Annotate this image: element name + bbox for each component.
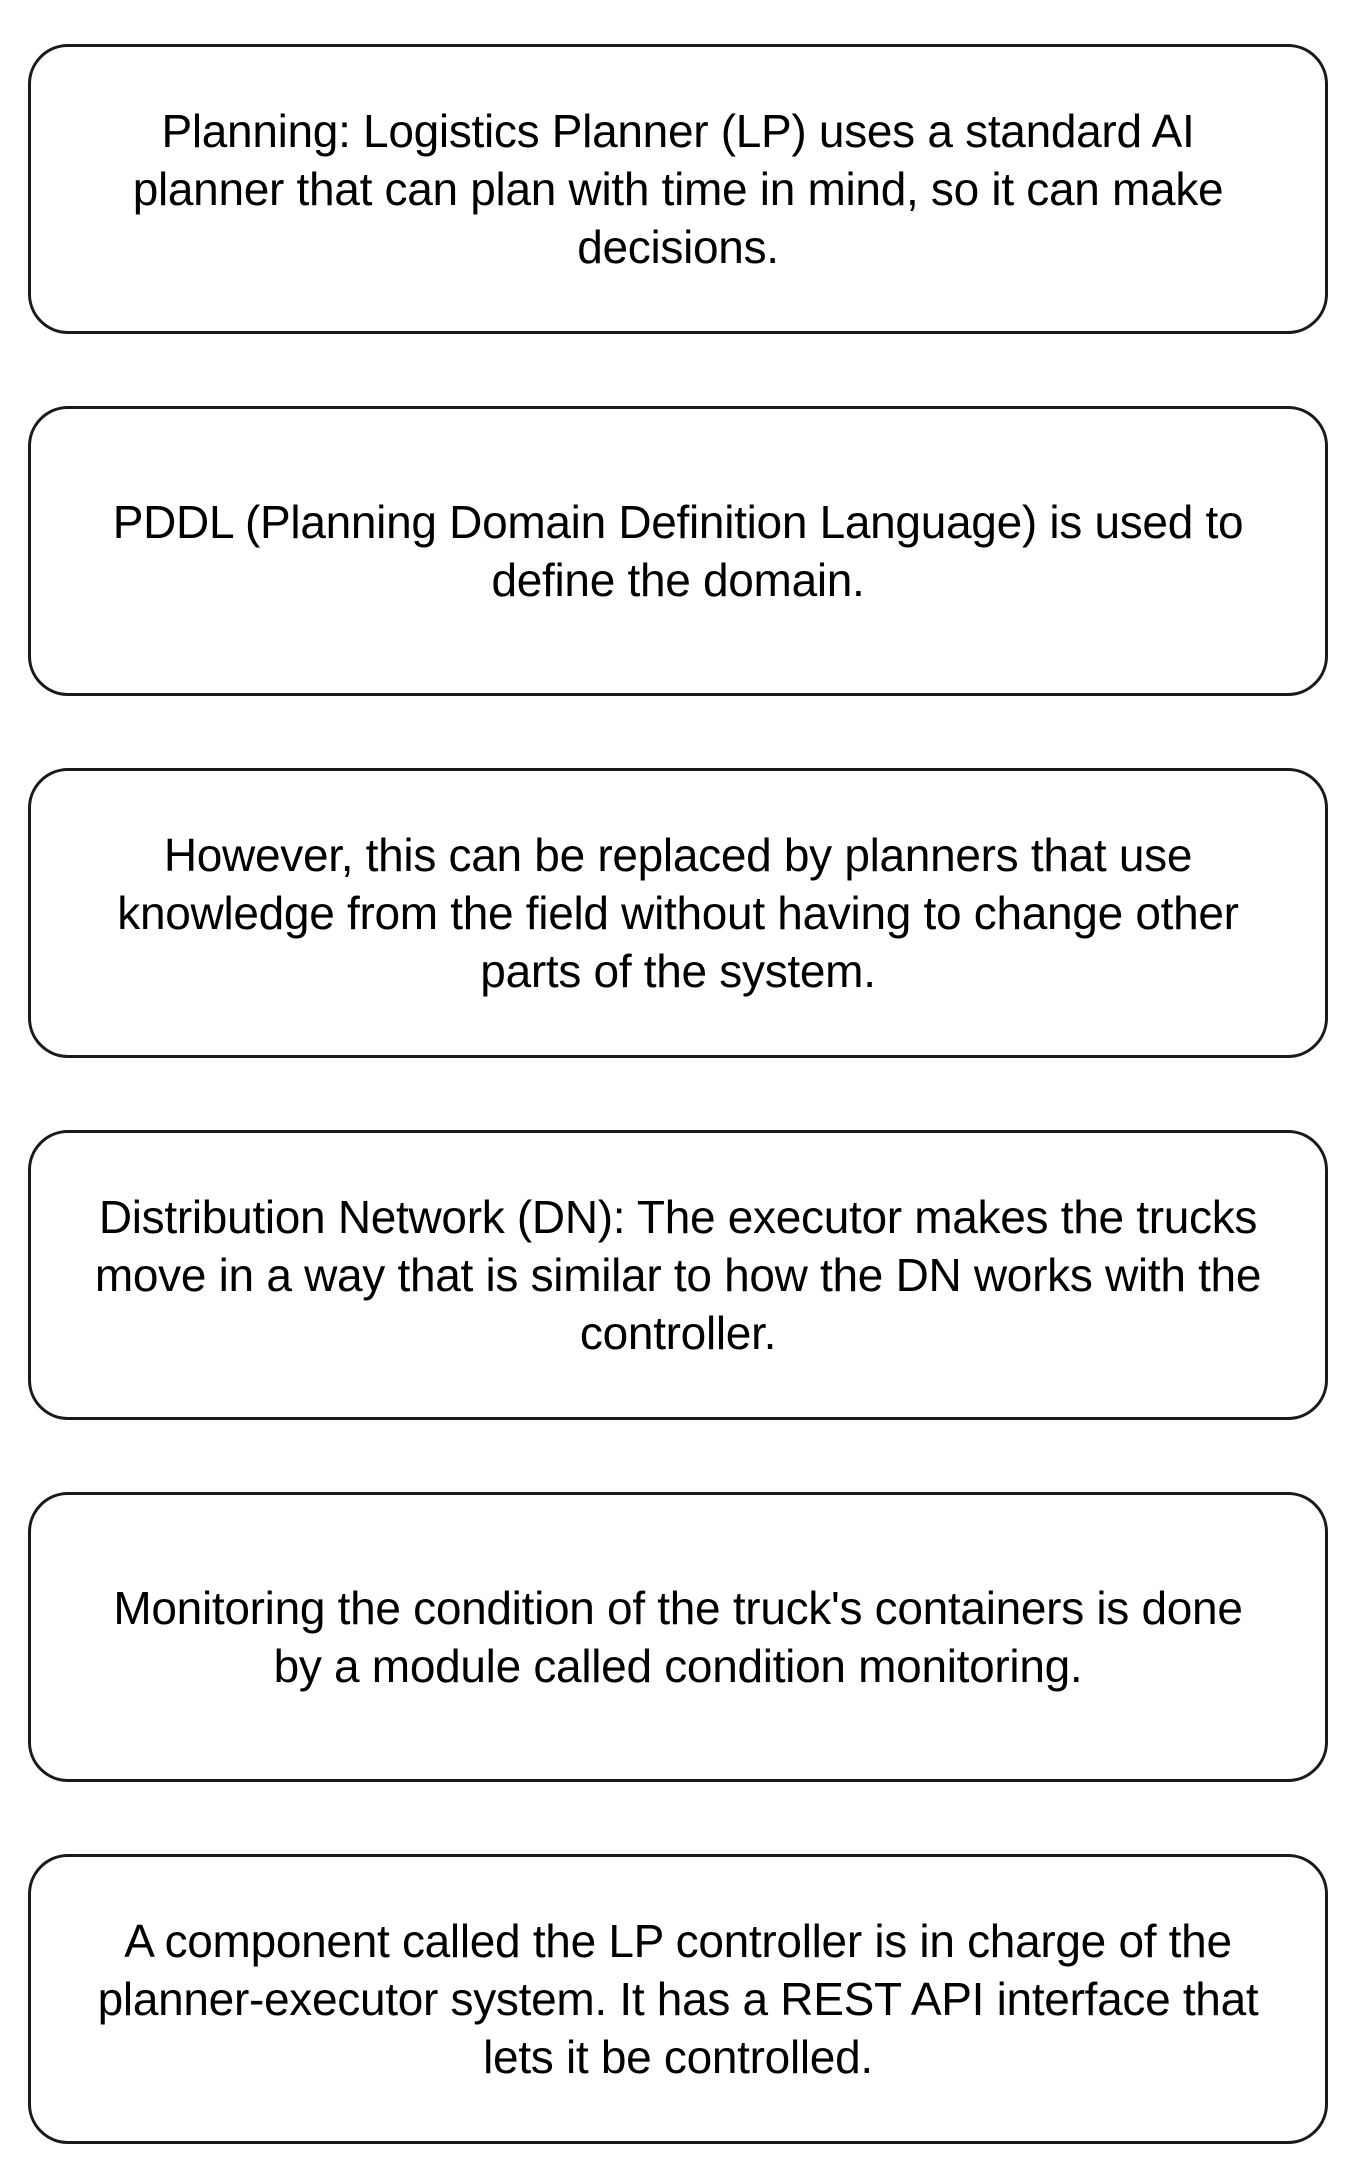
planning-box: [28, 44, 1328, 334]
pddl-box-text: PDDL (Planning Domain Definition Language) is used to define the domain.: [112, 496, 1244, 606]
condition-monitoring-box: [28, 1492, 1328, 1782]
pddl-box: [28, 406, 1328, 696]
replaceable-planner-box: [28, 768, 1328, 1058]
distribution-network-box-text: Distribution Network (DN): The executor makes the trucks move in a way that is similar to how the DN works with the controller.: [94, 1191, 1262, 1359]
condition-monitoring-box-text: Monitoring the condition of the truck's containers is done by a module called condition monitoring.: [113, 1582, 1243, 1692]
distribution-network-box: [28, 1130, 1328, 1420]
replaceable-planner-box-text: However, this can be replaced by planners that use knowledge from the field without having to change other parts of the system.: [117, 829, 1239, 997]
planning-box-text: Planning: Logistics Planner (LP) uses a standard AI planner that can plan with time in mind, so it can make decisions.: [132, 105, 1224, 273]
lp-controller-box: [28, 1854, 1328, 2144]
lp-controller-box-text: A component called the LP controller is in charge of the planner-executor system. It has a REST API interface that lets it be controlled.: [97, 1915, 1259, 2083]
